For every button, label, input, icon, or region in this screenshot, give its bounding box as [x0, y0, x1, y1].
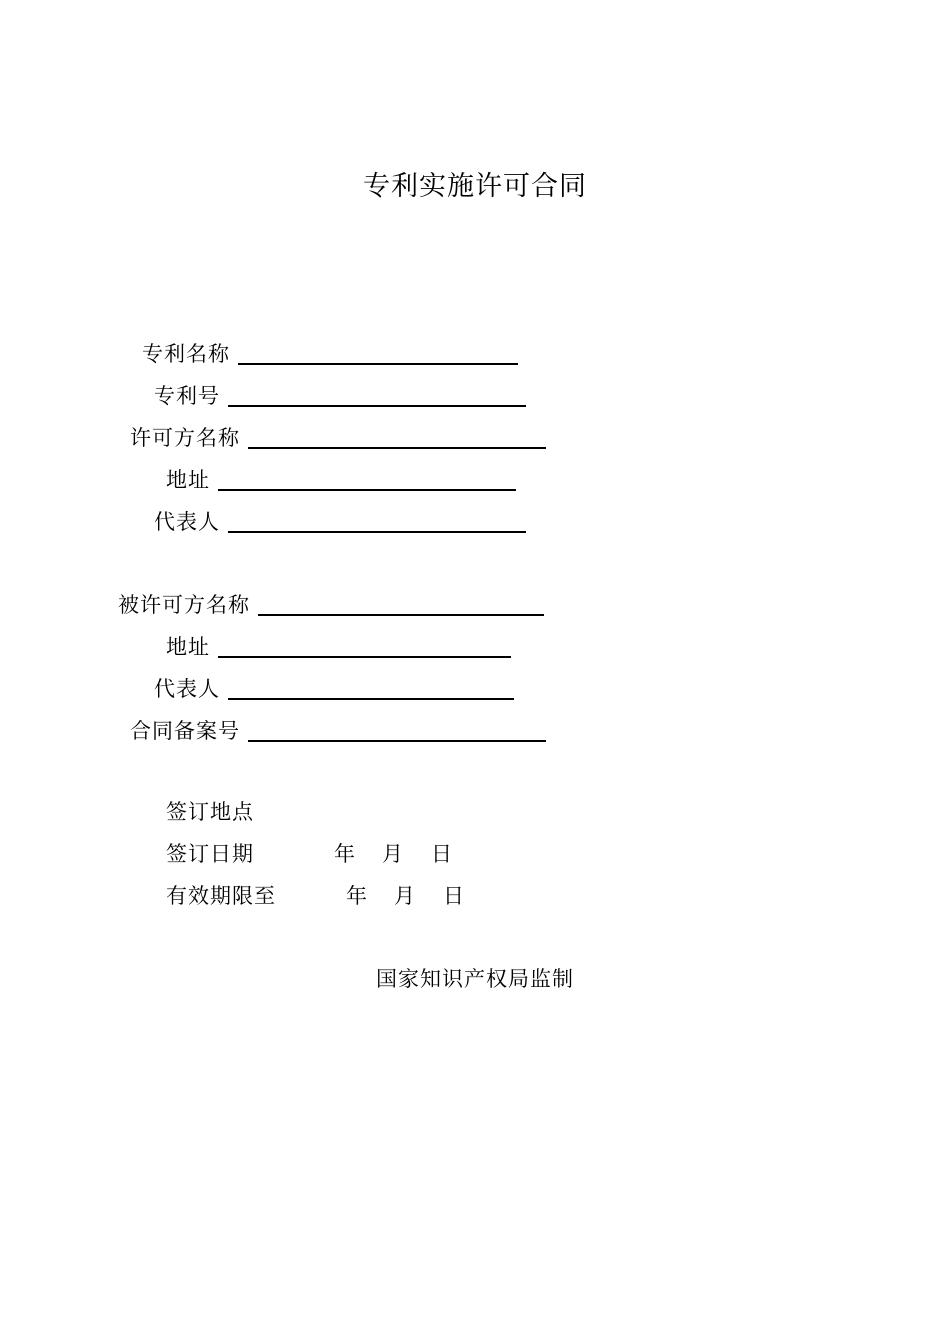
patent-name-label: 专利名称 [142, 342, 230, 366]
patent-no-row [154, 382, 526, 410]
filing-no-blank[interactable] [248, 720, 546, 742]
filing-no-row [130, 717, 546, 745]
licensee-name-row [118, 591, 544, 619]
signing-date-label: 签订日期 [166, 842, 254, 866]
signing-date-day: 日 [431, 842, 452, 866]
valid-until-label: 有效期限至 [166, 884, 276, 908]
licensee-rep-blank[interactable] [228, 678, 514, 700]
licensee-address-blank[interactable] [218, 636, 511, 658]
signing-date-month: 月 [382, 842, 403, 866]
supervisor-footer: 国家知识产权局监制 [376, 967, 574, 991]
licensee-address-row [166, 633, 511, 661]
patent-name-row [142, 340, 518, 368]
licensee-address-label: 地址 [166, 635, 210, 659]
licensor-name-blank[interactable] [248, 427, 546, 449]
licensee-name-label: 被许可方名称 [118, 593, 250, 617]
licensor-rep-label: 代表人 [154, 510, 220, 534]
licensor-address-label: 地址 [166, 468, 210, 492]
licensor-name-row [130, 424, 546, 452]
valid-until-day: 日 [443, 884, 464, 908]
document-title: 专利实施许可合同 [363, 171, 587, 202]
signing-place-label: 签订地点 [166, 800, 254, 824]
patent-no-blank[interactable] [228, 385, 526, 407]
licensor-rep-row [154, 508, 526, 536]
valid-until-year: 年 [346, 884, 367, 908]
signing-date-year: 年 [334, 842, 355, 866]
patent-no-label: 专利号 [154, 384, 220, 408]
filing-no-label: 合同备案号 [130, 719, 240, 743]
licensee-name-blank[interactable] [258, 594, 544, 616]
patent-name-blank[interactable] [238, 343, 518, 365]
licensor-rep-blank[interactable] [228, 511, 526, 533]
valid-until-month: 月 [394, 884, 415, 908]
licensor-name-label: 许可方名称 [130, 426, 240, 450]
licensee-rep-row [154, 675, 514, 703]
licensor-address-row [166, 466, 516, 494]
licensor-address-blank[interactable] [218, 469, 516, 491]
licensee-rep-label: 代表人 [154, 677, 220, 701]
